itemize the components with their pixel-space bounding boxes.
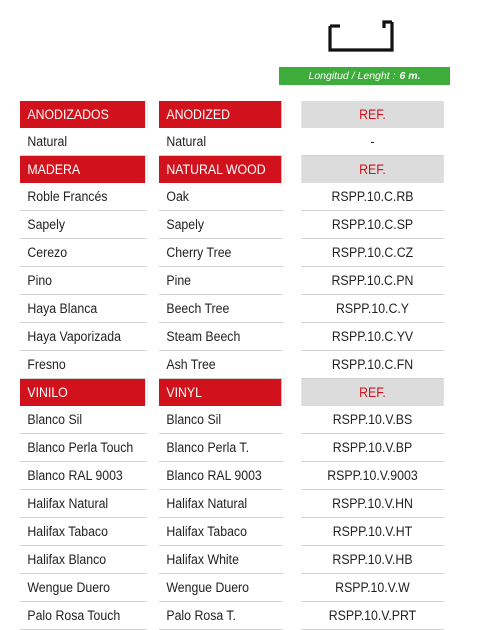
- section-header-anodized: [20, 101, 450, 128]
- ref-code: RSPP.10.V.PRT: [301, 602, 444, 630]
- table-row: [20, 183, 450, 211]
- table-row: [20, 211, 450, 239]
- name-en: Blanco Sil: [159, 406, 284, 434]
- ref-code: RSPP.10.C.Y: [301, 295, 444, 323]
- name-en: Natural: [159, 128, 284, 156]
- name-es: Halifax Tabaco: [20, 518, 148, 546]
- ref-code: RSPP.10.C.FN: [301, 351, 444, 379]
- name-en: Cherry Tree: [159, 239, 284, 267]
- ref-code: RSPP.10.C.YV: [301, 323, 444, 351]
- name-es: Halifax Natural: [20, 490, 148, 518]
- name-en: Steam Beech: [159, 323, 284, 351]
- name-en: Blanco RAL 9003: [159, 462, 284, 490]
- table-row: [20, 518, 450, 546]
- ref-code: RSPP.10.C.PN: [301, 267, 444, 295]
- name-es: Blanco Sil: [20, 406, 148, 434]
- length-badge: [279, 67, 450, 85]
- ref-code: RSPP.10.V.W: [301, 574, 444, 602]
- table-row: [20, 239, 450, 267]
- u-channel-profile-icon: [326, 18, 396, 56]
- table-row: [20, 574, 450, 602]
- name-en: Halifax Natural: [159, 490, 284, 518]
- table-row: [20, 267, 450, 295]
- ref-code: RSPP.10.V.HN: [301, 490, 444, 518]
- ref-code: RSPP.10.C.CZ: [301, 239, 444, 267]
- name-es: Roble Francés: [20, 183, 148, 211]
- name-es: Pino: [20, 267, 148, 295]
- name-en: Blanco Perla T.: [159, 434, 284, 462]
- table-row: [20, 546, 450, 574]
- name-es: Wengue Duero: [20, 574, 148, 602]
- ref-code: -: [301, 128, 444, 156]
- section-title-en: VINYL: [159, 379, 284, 406]
- length-label: Longitud / Lenght :: [308, 70, 396, 82]
- table-row: [20, 406, 450, 434]
- name-es: Fresno: [20, 351, 148, 379]
- ref-column-header: REF.: [301, 101, 444, 128]
- ref-code: RSPP.10.V.BP: [301, 434, 444, 462]
- name-es: Halifax Blanco: [20, 546, 148, 574]
- table-row: [20, 602, 450, 630]
- ref-code: RSPP.10.V.9003: [301, 462, 444, 490]
- table-row: [20, 462, 450, 490]
- name-en: Beech Tree: [159, 295, 284, 323]
- name-es: Natural: [20, 128, 148, 156]
- section-title-es: MADERA: [20, 156, 148, 183]
- name-es: Haya Blanca: [20, 295, 148, 323]
- name-en: Palo Rosa T.: [159, 602, 284, 630]
- section-title-es: VINILO: [20, 379, 148, 406]
- name-en: Sapely: [159, 211, 284, 239]
- ref-code: RSPP.10.V.BS: [301, 406, 444, 434]
- length-value: 6 m.: [399, 70, 421, 82]
- section-header-wood: [20, 156, 450, 183]
- ref-code: RSPP.10.C.SP: [301, 211, 444, 239]
- name-en: Wengue Duero: [159, 574, 284, 602]
- section-title-es: ANODIZADOS: [20, 101, 148, 128]
- table-row: [20, 351, 450, 379]
- table-row: [20, 434, 450, 462]
- table-row: [20, 490, 450, 518]
- table-row: [20, 128, 450, 156]
- table-row: [20, 295, 450, 323]
- name-en: Pine: [159, 267, 284, 295]
- ref-code: RSPP.10.V.HT: [301, 518, 444, 546]
- section-title-en: NATURAL WOOD: [159, 156, 284, 183]
- ref-column-header: REF.: [301, 156, 444, 183]
- section-title-en: ANODIZED: [159, 101, 284, 128]
- name-en: Halifax White: [159, 546, 284, 574]
- name-es: Sapely: [20, 211, 148, 239]
- name-es: Blanco Perla Touch: [20, 434, 148, 462]
- ref-code: RSPP.10.V.HB: [301, 546, 444, 574]
- name-en: Ash Tree: [159, 351, 284, 379]
- ref-column-header: REF.: [301, 379, 444, 406]
- name-es: Blanco RAL 9003: [20, 462, 148, 490]
- table-row: [20, 323, 450, 351]
- name-es: Cerezo: [20, 239, 148, 267]
- name-es: Haya Vaporizada: [20, 323, 148, 351]
- section-header-vinyl: [20, 379, 450, 406]
- ref-code: RSPP.10.C.RB: [301, 183, 444, 211]
- name-en: Halifax Tabaco: [159, 518, 284, 546]
- name-en: Oak: [159, 183, 284, 211]
- name-es: Palo Rosa Touch: [20, 602, 148, 630]
- reference-table: [20, 101, 450, 630]
